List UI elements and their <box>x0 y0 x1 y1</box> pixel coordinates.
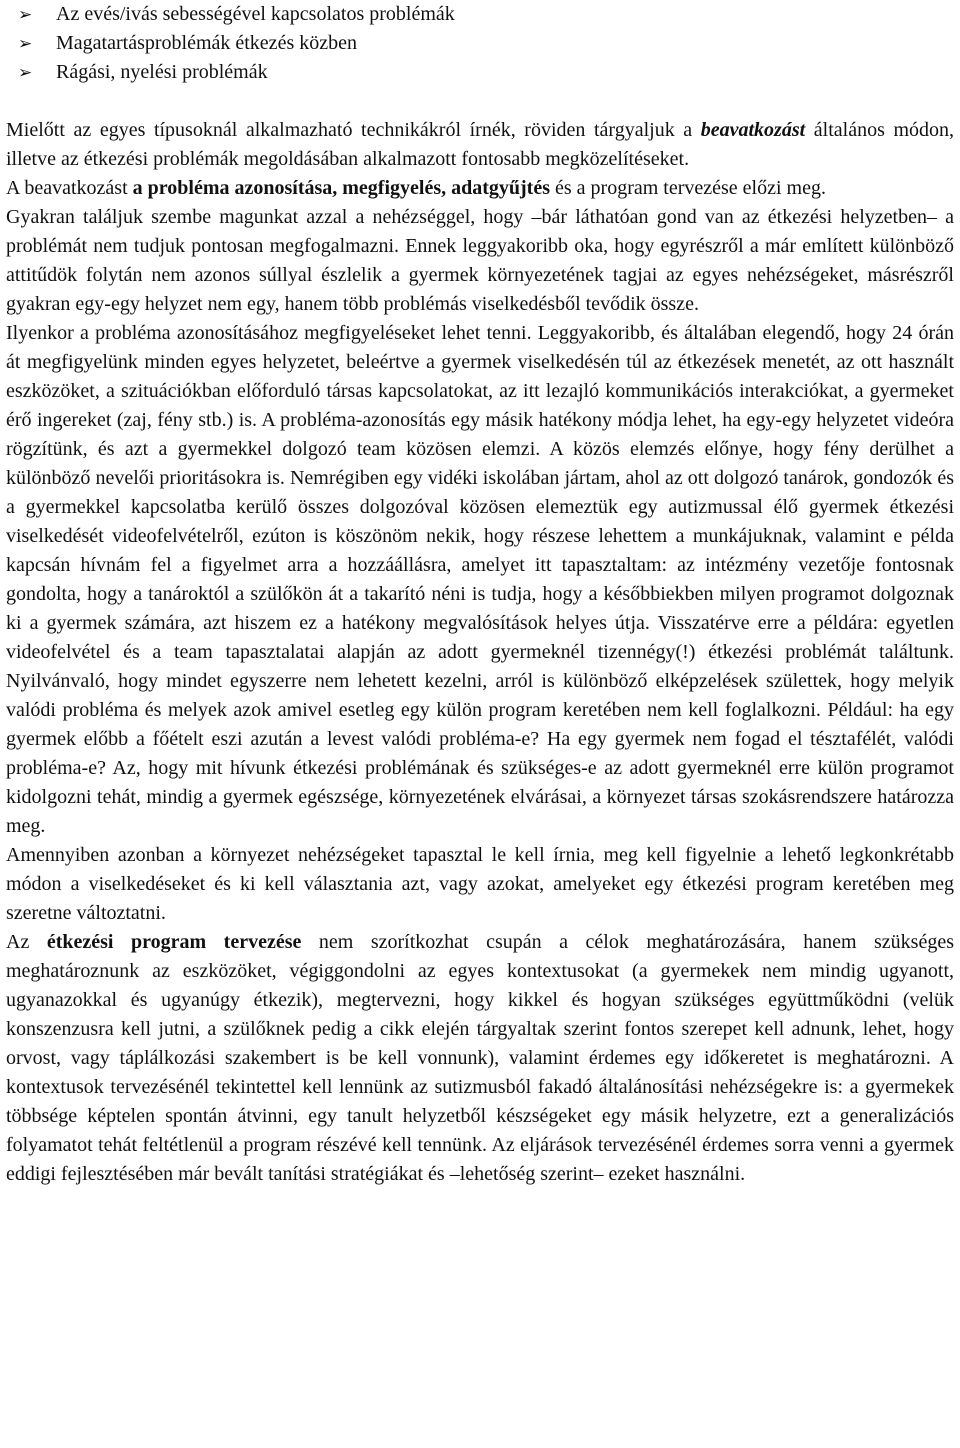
bold-term: a probléma azonosítása, megfigyelés, adatgyűjtés <box>132 177 550 199</box>
paragraph-intro <box>6 116 954 174</box>
text-run: Mielőtt az egyes típusoknál alkalmazható technikákról írnék, röviden tárgyaljuk a <box>6 119 701 141</box>
bullet-list <box>6 0 954 87</box>
list-item-text: Magatartásproblémák étkezés közben <box>56 32 357 54</box>
list-item <box>18 0 954 29</box>
list-item <box>18 58 954 87</box>
paragraph-difficulty: Gyakran találjuk szembe magunkat azzal a nehézséggel, hogy –bár láthatóan gond van az étkezési helyzetben– a problémát nem tudjuk pontosan megfogalmazni. Ennek leggyakoribb oka, hogy egyrészről a már említett különböző attitűdök folytán nem azonos súllyal észlelik a gyermek környezetének tagjai az egyes nehézségeket, másrészről gyakran egy-egy helyzet nem egy, hanem több problémás viselkedésből tevődik össze. <box>6 206 954 315</box>
arrowhead-bullet-icon: ➢ <box>18 34 33 54</box>
paragraph-program-planning <box>6 928 954 1189</box>
paragraph-observation: Ilyenkor a probléma azonosításához megfigyeléseket lehet tenni. Leggyakoribb, és általában elegendő, hogy 24 órán át megfigyelünk minden egyes helyzetet, beleértve a gyermek viselkedésén túl az étkezések menetét, az ott használt eszközöket, a szituációkban előforduló társas kapcsolatokat, az itt lezajló kommunikációs interakciókat, a gyermeket érő ingereket (zaj, fény stb.) is. A probléma-azonosítás egy másik hatékony módja lehet, ha egy-egy helyzetet videóra rögzítünk, és azt a gyermekkel dolgozó team közösen elemzi. A közös elemzés előnye, hogy fény derülhet a különböző nevelői prioritásokra is. Nemrégiben egy vidéki iskolában jártam, ahol az ott dolgozó tanárok, gondozók és a gyermekkel kapcsolatba kerülő összes dolgozóval közösen elemeztük egy autizmussal élő gyermek étkezési viselkedését videofelvételről, ezúton is köszönöm nekik, hogy részese lehettem a munkájuknak, valamint e példa kapcsán hívnám fel a figyelmet arra a hozzáállásra, amelyet itt tapasztaltam: az intézmény vezetője fontosnak gondolta, hogy a tanároktól a szülőkön át a takarító néni is tudja, hogy a későbbiekben milyen programot dolgoznak ki a gyermek számára, azt hiszem ez a hatékony megvalósítások helyes útja. Visszatérve erre a példára: egyetlen videofelvétel és a team tapasztalatai alapján az adott gyermeknél tizennégy(!) étkezési problémát találtunk. Nyilvánvaló, hogy mindet egyszerre nem lehetett kezelni, arról is különböző elképzelések születtek, hogy melyik valódi probléma és melyek azok amivel esetleg egy külön program keretében nem kell foglalkozni. Például: ha egy gyermek előbb a főételt eszi azután a levest valódi probléma-e? Ha egy gyermek nem fogad el tésztafélét, valódi probléma-e? Az, hogy mit hívunk étkezési problémának és szükséges-e az adott gyermeknél erre külön programot kidolgozni tehát, mindig a gyermek egészsége, környezetének elvárásai, a környezet társas szokásrendszere határozza meg. <box>6 322 954 837</box>
text-run: és a program tervezése előzi meg. <box>550 177 826 199</box>
text-run: általános módon, illetve az étkezési problémák megoldásában alkalmazott fontosabb megközelítéseket. <box>6 119 955 170</box>
paragraph-intervention <box>6 174 954 203</box>
paragraph-environment: Amennyiben azonban a környezet nehézségeket tapasztal le kell írnia, meg kell figyelnie a lehető legkonkrétabb módon a viselkedéseket és ki kell választania azt, vagy azokat, amelyeket egy étkezési program keretében meg szeretne változtatni. <box>6 844 954 924</box>
text-run: A beavatkozást <box>6 177 133 199</box>
text-run: nem szorítkozhat csupán a célok meghatározására, hanem szükséges meghatároznunk az eszközöket, végiggondolni az egyes kontextusokat (a gyermekek nem mindig ugyanott, ugyanazokkal és ugyanúgy étkezik), megtervezni, hogy kikkel és hogyan szükséges együttműködni (velük konszenzusra kell jutni, a szülőknek pedig a cikk elején tárgyaltak szerint fontos szerepet kell adnunk, lehet, hogy orvost, vagy táplálkozási szakembert is be kell vonnunk), valamint érdemes egy időkeretet is meghatározni. A kontextusok tervezésénél tekintettel kell lennünk az sutizmusból fakadó általánosítási nehézségekre is: a gyermekek többsége képtelen spontán átvinni, egy tanult helyzetből készségeket egy másik helyzetre, ezt a generalizációs folyamatot tehát feltétlenül a program részévé kell tennünk. Az eljárások tervezésénél érdemes sorra venni a gyermek eddigi fejlesztésében már bevált tanítási stratégiákat és –lehetőség szerint– ezeket használni. <box>6 931 954 1185</box>
spacer <box>6 87 954 116</box>
list-item-text: Az evés/ivás sebességével kapcsolatos problémák <box>56 3 455 25</box>
emphasis-term: beavatkozást <box>700 119 806 141</box>
text-run: Az <box>6 931 47 953</box>
list-item-text: Rágási, nyelési problémák <box>56 61 268 83</box>
list-item <box>18 29 954 58</box>
arrowhead-bullet-icon: ➢ <box>18 5 33 25</box>
bold-term: étkezési program tervezése <box>46 931 302 953</box>
arrowhead-bullet-icon: ➢ <box>18 63 33 83</box>
